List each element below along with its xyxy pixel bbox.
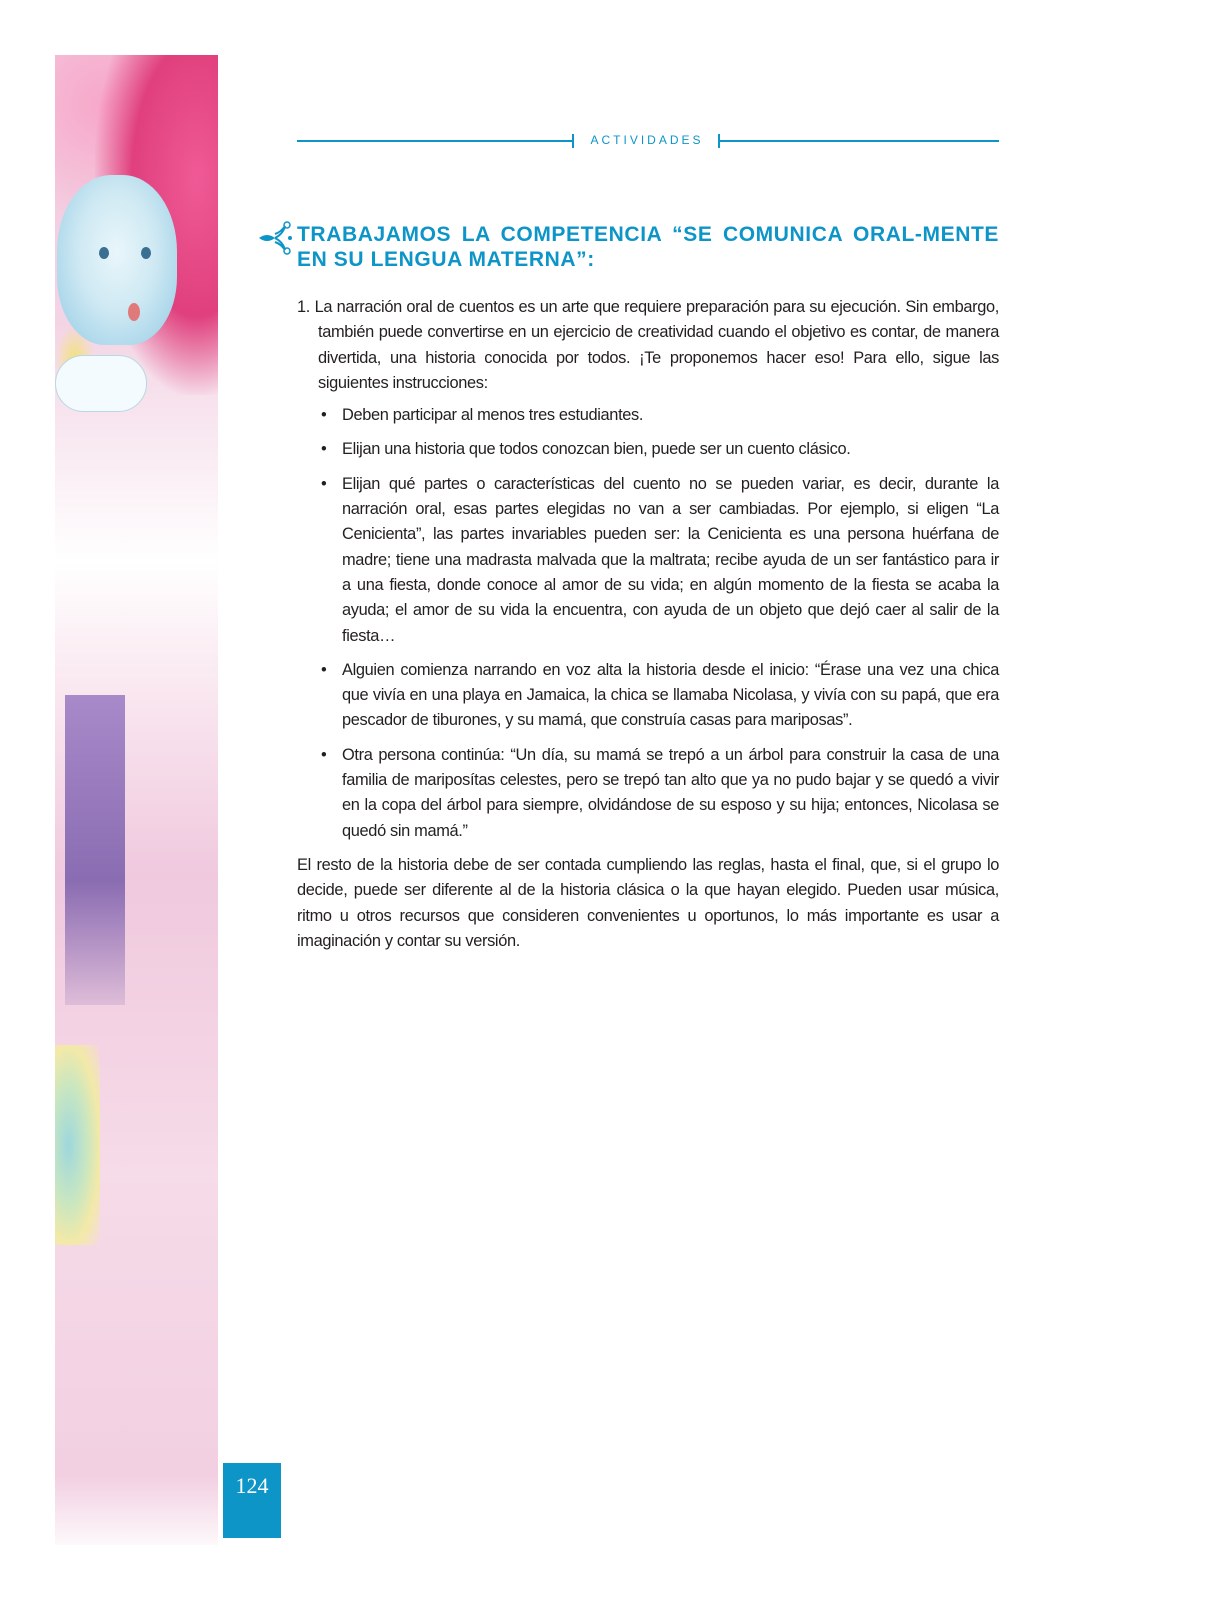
list-item: • Elijan qué partes o características del cuento no se pueden variar, es decir, durante la narración oral, esas partes elegidas no van a ser cambiadas. Por ejemplo, si eligen “La Cenicienta”, las partes invariables pueden ser: la Cenicienta es una persona huérfana de madre; tiene una madrasta malvada que la maltrata; recibe ayuda de un ser fantástico para ir a una fiesta, donde conoce al amor de su vida; en algún momento de la fiesta se acaba la ayuda; el amor de su vida la encuentra, con ayuda de un objeto que dejó caer al salir de la fiesta… bbox=[342, 472, 999, 649]
list-item: • Alguien comienza narrando en voz alta la historia desde el inicio: “Érase una vez una chica que vivía en una playa en Jamaica, la chica se llamaba Nicolasa, y vivía con su papá, que era pescador de tiburones, y su mamá, que construía casas para mariposas”. bbox=[342, 658, 999, 734]
bullet-icon: • bbox=[321, 660, 327, 679]
list-item: • Otra persona continúa: “Un día, su mamá se trepó a un árbol para construir la casa de una familia de mariposítas celestes, pero se trepó tan alto que ya no pudo bajar y se quedó a vivir en la copa del árbol para siempre, olvidándose de su esposo y su hija; entonces, Nicolasa se quedó sin mamá.” bbox=[342, 743, 999, 844]
header-rule bbox=[297, 131, 999, 151]
fleuron-icon bbox=[257, 220, 293, 256]
activity-number: 1. bbox=[297, 298, 310, 316]
side-illustration bbox=[55, 55, 218, 1545]
section-title: TRABAJAMOS LA COMPETENCIA “SE COMUNICA ORAL-MENTE EN SU LENGUA MATERNA”: bbox=[297, 223, 999, 271]
activity-body bbox=[297, 295, 999, 954]
list-item: • Elijan una historia que todos conozcan bien, puede ser un cuento clásico. bbox=[342, 437, 999, 462]
header-label: ACTIVIDADES bbox=[590, 133, 704, 147]
bullet-icon: • bbox=[321, 406, 327, 425]
instruction-list bbox=[297, 403, 999, 844]
bullet-icon: • bbox=[321, 440, 327, 459]
list-item: • Deben participar al menos tres estudiantes. bbox=[342, 403, 999, 428]
page-number: 124 bbox=[223, 1463, 281, 1538]
bullet-icon: • bbox=[321, 474, 327, 493]
bullet-icon: • bbox=[321, 745, 327, 764]
closing-paragraph: El resto de la historia debe de ser contada cumpliendo las reglas, hasta el final, que, si el grupo lo decide, puede ser diferente al de la historia clásica o la que hayan elegido. Pueden usar música, ritmo u otros recursos que consideren convenientes u oportunos, lo más importante es usar a imaginación y contar su versión. bbox=[297, 855, 999, 950]
activity-intro: 1. La narración oral de cuentos es un arte que requiere preparación para su ejecución. Sin embargo, también puede convertirse en un ejercicio de creatividad cuando el objetivo es contar, de manera divertida, una historia conocida por todos. ¡Te proponemos hacer eso! Para ello, sigue las siguientes instrucciones: bbox=[297, 298, 999, 392]
